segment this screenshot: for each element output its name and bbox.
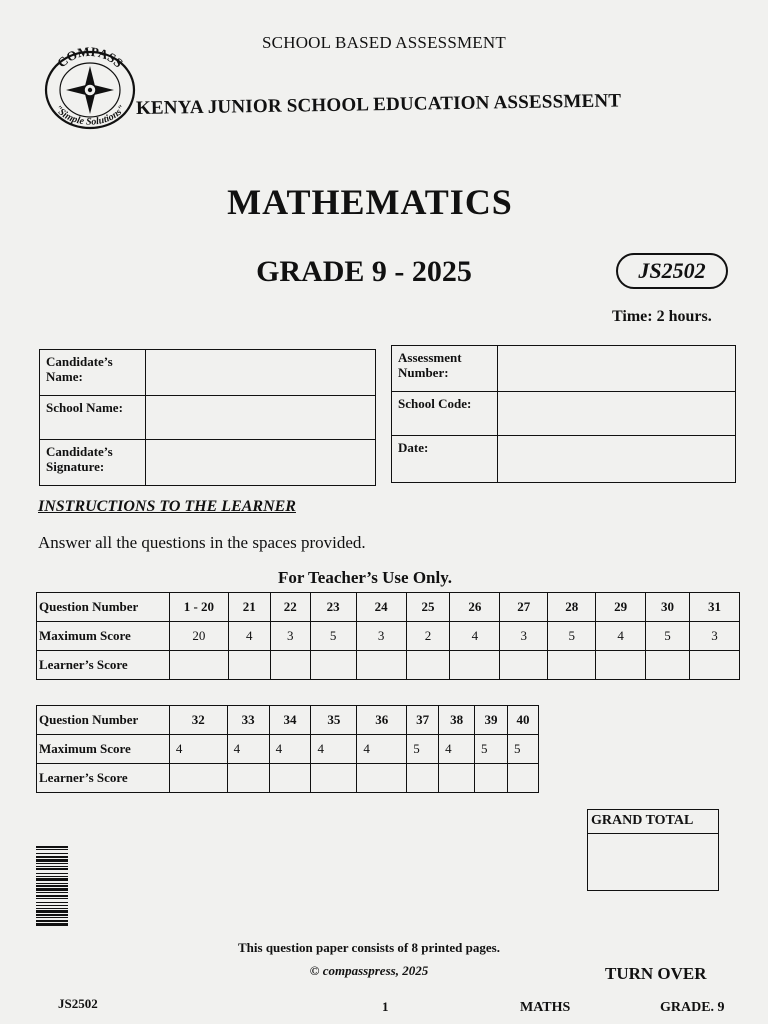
max-score-cell: 20 — [169, 622, 228, 651]
max-score-cell: 4 — [357, 735, 407, 764]
grade-year: GRADE 9 - 2025 — [256, 255, 472, 288]
learner-score-cell[interactable] — [596, 651, 646, 680]
page-number: 1 — [382, 999, 389, 1014]
learner-score-cell[interactable] — [439, 764, 475, 793]
learner-score-label: Learner’s Score — [37, 651, 170, 680]
question-number-label: Question Number — [37, 593, 170, 622]
question-number-cell: 36 — [357, 706, 407, 735]
candidate-name-field[interactable] — [146, 350, 376, 396]
school-name-label: School Name: — [40, 396, 146, 440]
assessment-title: KENYA JUNIOR SCHOOL EDUCATION ASSESSMENT — [135, 90, 622, 119]
learner-score-cell[interactable] — [407, 764, 439, 793]
question-number-label: Question Number — [37, 706, 170, 735]
candidate-signature-field[interactable] — [146, 440, 376, 486]
learner-score-cell[interactable] — [270, 651, 310, 680]
learner-score-cell[interactable] — [646, 651, 690, 680]
assessment-number-label: Assessment Number: — [392, 346, 498, 392]
subject-title: MATHEMATICS — [227, 182, 513, 222]
max-score-cell: 4 — [269, 735, 311, 764]
maximum-score-label: Maximum Score — [37, 622, 170, 651]
question-number-cell: 27 — [500, 593, 548, 622]
pages-note: This question paper consists of 8 printed pages. — [238, 940, 500, 955]
question-number-cell: 31 — [690, 593, 740, 622]
learner-score-cell[interactable] — [450, 651, 500, 680]
learner-score-cell[interactable] — [475, 764, 508, 793]
question-number-cell: 38 — [439, 706, 475, 735]
assessment-info-table — [391, 345, 736, 483]
question-number-cell: 33 — [227, 706, 269, 735]
max-score-cell: 2 — [406, 622, 450, 651]
max-score-cell: 3 — [356, 622, 406, 651]
school-name-field[interactable] — [146, 396, 376, 440]
max-score-cell: 4 — [450, 622, 500, 651]
max-score-cell: 3 — [270, 622, 310, 651]
question-number-cell: 22 — [270, 593, 310, 622]
question-number-cell: 34 — [269, 706, 311, 735]
time-allowed: Time: 2 hours. — [612, 308, 712, 325]
maximum-score-label: Maximum Score — [37, 735, 170, 764]
learner-score-cell[interactable] — [357, 764, 407, 793]
assessment-number-field[interactable] — [498, 346, 736, 392]
learner-score-cell[interactable] — [507, 764, 538, 793]
learner-score-cell[interactable] — [228, 651, 270, 680]
grand-total-box — [587, 809, 719, 891]
candidate-name-label: Candidate’s Name: — [40, 350, 146, 396]
learner-score-cell[interactable] — [227, 764, 269, 793]
question-number-cell: 25 — [406, 593, 450, 622]
teacher-use-title: For Teacher’s Use Only. — [277, 568, 453, 587]
question-number-cell: 26 — [450, 593, 500, 622]
question-number-cell: 39 — [475, 706, 508, 735]
learner-score-label: Learner’s Score — [37, 764, 170, 793]
question-number-cell: 35 — [311, 706, 357, 735]
footer-grade: GRADE. 9 — [660, 1000, 725, 1015]
question-number-cell: 37 — [407, 706, 439, 735]
candidate-signature-label: Candidate’s Signature: — [40, 440, 146, 486]
candidate-info-table — [39, 349, 376, 486]
max-score-cell: 4 — [596, 622, 646, 651]
learner-score-cell[interactable] — [500, 651, 548, 680]
max-score-cell: 3 — [500, 622, 548, 651]
max-score-cell: 5 — [646, 622, 690, 651]
learner-score-cell[interactable] — [311, 764, 357, 793]
max-score-cell: 5 — [507, 735, 538, 764]
max-score-cell: 5 — [310, 622, 356, 651]
date-field[interactable] — [498, 436, 736, 483]
learner-score-cell[interactable] — [169, 764, 227, 793]
learner-score-cell[interactable] — [310, 651, 356, 680]
copyright-line: © compasspress, 2025 — [309, 963, 429, 978]
max-score-cell: 5 — [548, 622, 596, 651]
question-number-cell: 32 — [169, 706, 227, 735]
learner-score-cell[interactable] — [690, 651, 740, 680]
max-score-cell: 5 — [475, 735, 508, 764]
school-code-field[interactable] — [498, 392, 736, 436]
max-score-cell: 5 — [407, 735, 439, 764]
score-table-2 — [36, 705, 539, 793]
footer-subject: MATHS — [520, 1000, 571, 1015]
question-number-cell: 40 — [507, 706, 538, 735]
max-score-cell: 4 — [439, 735, 475, 764]
max-score-cell: 4 — [227, 735, 269, 764]
instruction-text: Answer all the questions in the spaces provided. — [38, 533, 366, 552]
school-code-label: School Code: — [392, 392, 498, 436]
grand-total-field[interactable] — [588, 834, 718, 888]
footer-paper-code: JS2502 — [58, 996, 98, 1011]
compass-logo — [40, 46, 140, 130]
question-number-cell: 23 — [310, 593, 356, 622]
question-number-cell: 29 — [596, 593, 646, 622]
svg-text:"Simple Solutions": "Simple Solutions" — [51, 103, 129, 128]
max-score-cell: 4 — [169, 735, 227, 764]
svg-text:COMPASS: COMPASS — [54, 46, 127, 71]
question-number-cell: 30 — [646, 593, 690, 622]
grand-total-label: GRAND TOTAL — [588, 810, 718, 834]
score-table-1 — [36, 592, 740, 680]
max-score-cell: 4 — [228, 622, 270, 651]
assessment-type: SCHOOL BASED ASSESSMENT — [262, 33, 506, 52]
learner-score-cell[interactable] — [169, 651, 228, 680]
instructions-heading: INSTRUCTIONS TO THE LEARNER — [38, 498, 296, 515]
question-number-cell: 28 — [548, 593, 596, 622]
turn-over-note: TURN OVER — [605, 964, 707, 983]
learner-score-cell[interactable] — [269, 764, 311, 793]
learner-score-cell[interactable] — [356, 651, 406, 680]
date-label: Date: — [392, 436, 498, 483]
question-number-cell: 1 - 20 — [169, 593, 228, 622]
max-score-cell: 4 — [311, 735, 357, 764]
paper-code-badge: JS2502 — [616, 253, 728, 289]
question-number-cell: 21 — [228, 593, 270, 622]
max-score-cell: 3 — [690, 622, 740, 651]
question-number-cell: 24 — [356, 593, 406, 622]
learner-score-cell[interactable] — [548, 651, 596, 680]
learner-score-cell[interactable] — [406, 651, 450, 680]
